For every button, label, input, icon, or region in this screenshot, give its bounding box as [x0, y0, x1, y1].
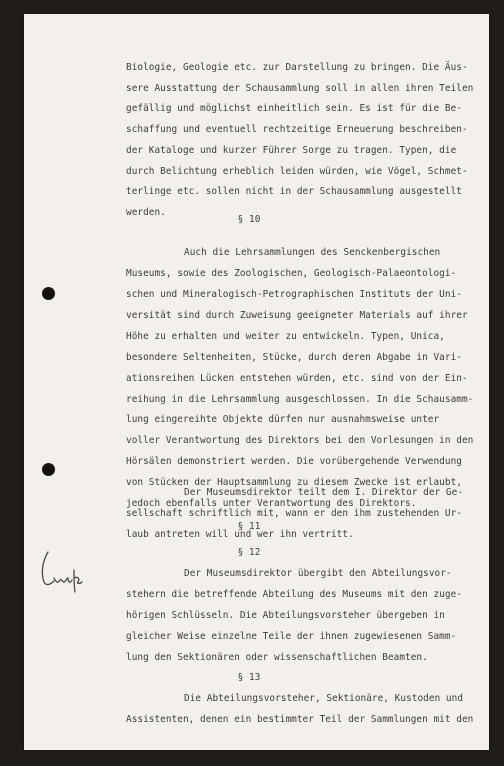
- text-line: werden.: [126, 207, 166, 218]
- text-line: laub antreten will und wer ihn vertritt.: [126, 529, 354, 540]
- text-line: jedoch ebenfalls unter Verantwortung des Direktors.: [126, 498, 417, 509]
- section-heading-13: § 13: [237, 672, 261, 683]
- text-line: der Kataloge und kurzer Führer Sorge zu tragen. Typen, die: [126, 145, 457, 156]
- text-line: schen und Mineralogisch-Petrographischen Instituts der Uni-: [126, 289, 462, 300]
- section-heading-10: § 10: [237, 214, 261, 225]
- text-line: gleicher Weise einzelne Teile der ihnen zugewiesenen Samm-: [126, 631, 457, 642]
- text-line: stehern die betreffende Abteilung des Museums mit den zuge-: [126, 589, 462, 600]
- text-line: Die Abteilungsvorsteher, Sektionäre, Kustoden und: [184, 693, 464, 704]
- text-line: Der Museumsdirektor teilt dem I. Direktor der Ge-: [184, 487, 464, 498]
- text-line: lung eingereihte Objekte dürfen nur ausnahmsweise unter: [126, 414, 440, 425]
- text-line: sellschaft schriftlich mit, wann er den ihm zustehenden Ur-: [126, 508, 462, 519]
- section-heading-11: § 11: [237, 521, 261, 532]
- text-line: ationsreihen Lücken entstehen würden, etc. sind von der Ein-: [126, 373, 468, 384]
- handwritten-signature: [38, 548, 98, 596]
- text-line: Biologie, Geologie etc. zur Darstellung zu bringen. Die Äus-: [126, 62, 468, 73]
- punch-hole-bottom: [42, 463, 55, 476]
- punch-hole-top: [42, 287, 55, 300]
- text-line: Höhe zu erhalten und weiter zu entwickeln. Typen, Unica,: [126, 331, 445, 342]
- text-line: besondere Seltenheiten, Stücke, durch deren Abgabe in Vari-: [126, 352, 462, 363]
- text-line: Der Museumsdirektor übergibt den Abteilungsvor-: [184, 568, 452, 579]
- text-line: durch Belichtung erheblich leiden würden, wie Vögel, Schmet-: [126, 166, 468, 177]
- text-line: versität sind durch Zuweisung geeigneter Materials auf ihrer: [126, 310, 468, 321]
- text-line: voller Verantwortung des Direktors bei den Vorlesungen in den: [126, 435, 474, 446]
- text-line: schaffung und eventuell rechtzeitige Erneuerung beschreiben-: [126, 124, 468, 135]
- text-line: Hörsälen demonstriert werden. Die vorübergehende Verwendung: [126, 456, 462, 467]
- text-line: lung den Sektionären oder wissenschaftlichen Beamten.: [126, 652, 428, 663]
- section-heading-12: § 12: [237, 547, 261, 558]
- text-line: von Stücken der Hauptsammlung zu diesem Zwecke ist erlaubt,: [126, 477, 462, 488]
- text-line: gefällig und möglichst einheitlich sein. Es ist für die Be-: [126, 103, 462, 114]
- text-line: sere Ausstattung der Schausammlung soll in allen ihren Teilen: [126, 83, 474, 94]
- text-line: Museums, sowie des Zoologischen, Geologisch-Palaeontologi-: [126, 268, 457, 279]
- text-line: terlinge etc. sollen nicht in der Schausammlung ausgestellt: [126, 186, 462, 197]
- text-line: reihung in die Lehrsammlung ausgeschlossen. In die Schausamm-: [126, 394, 474, 405]
- text-line: Auch die Lehrsammlungen des Senckenbergischen: [184, 247, 441, 258]
- text-line: Assistenten, denen ein bestimmter Teil der Sammlungen mit den: [126, 714, 474, 725]
- text-line: hörigen Schlüsseln. Die Abteilungsvorsteher übergeben in: [126, 610, 445, 621]
